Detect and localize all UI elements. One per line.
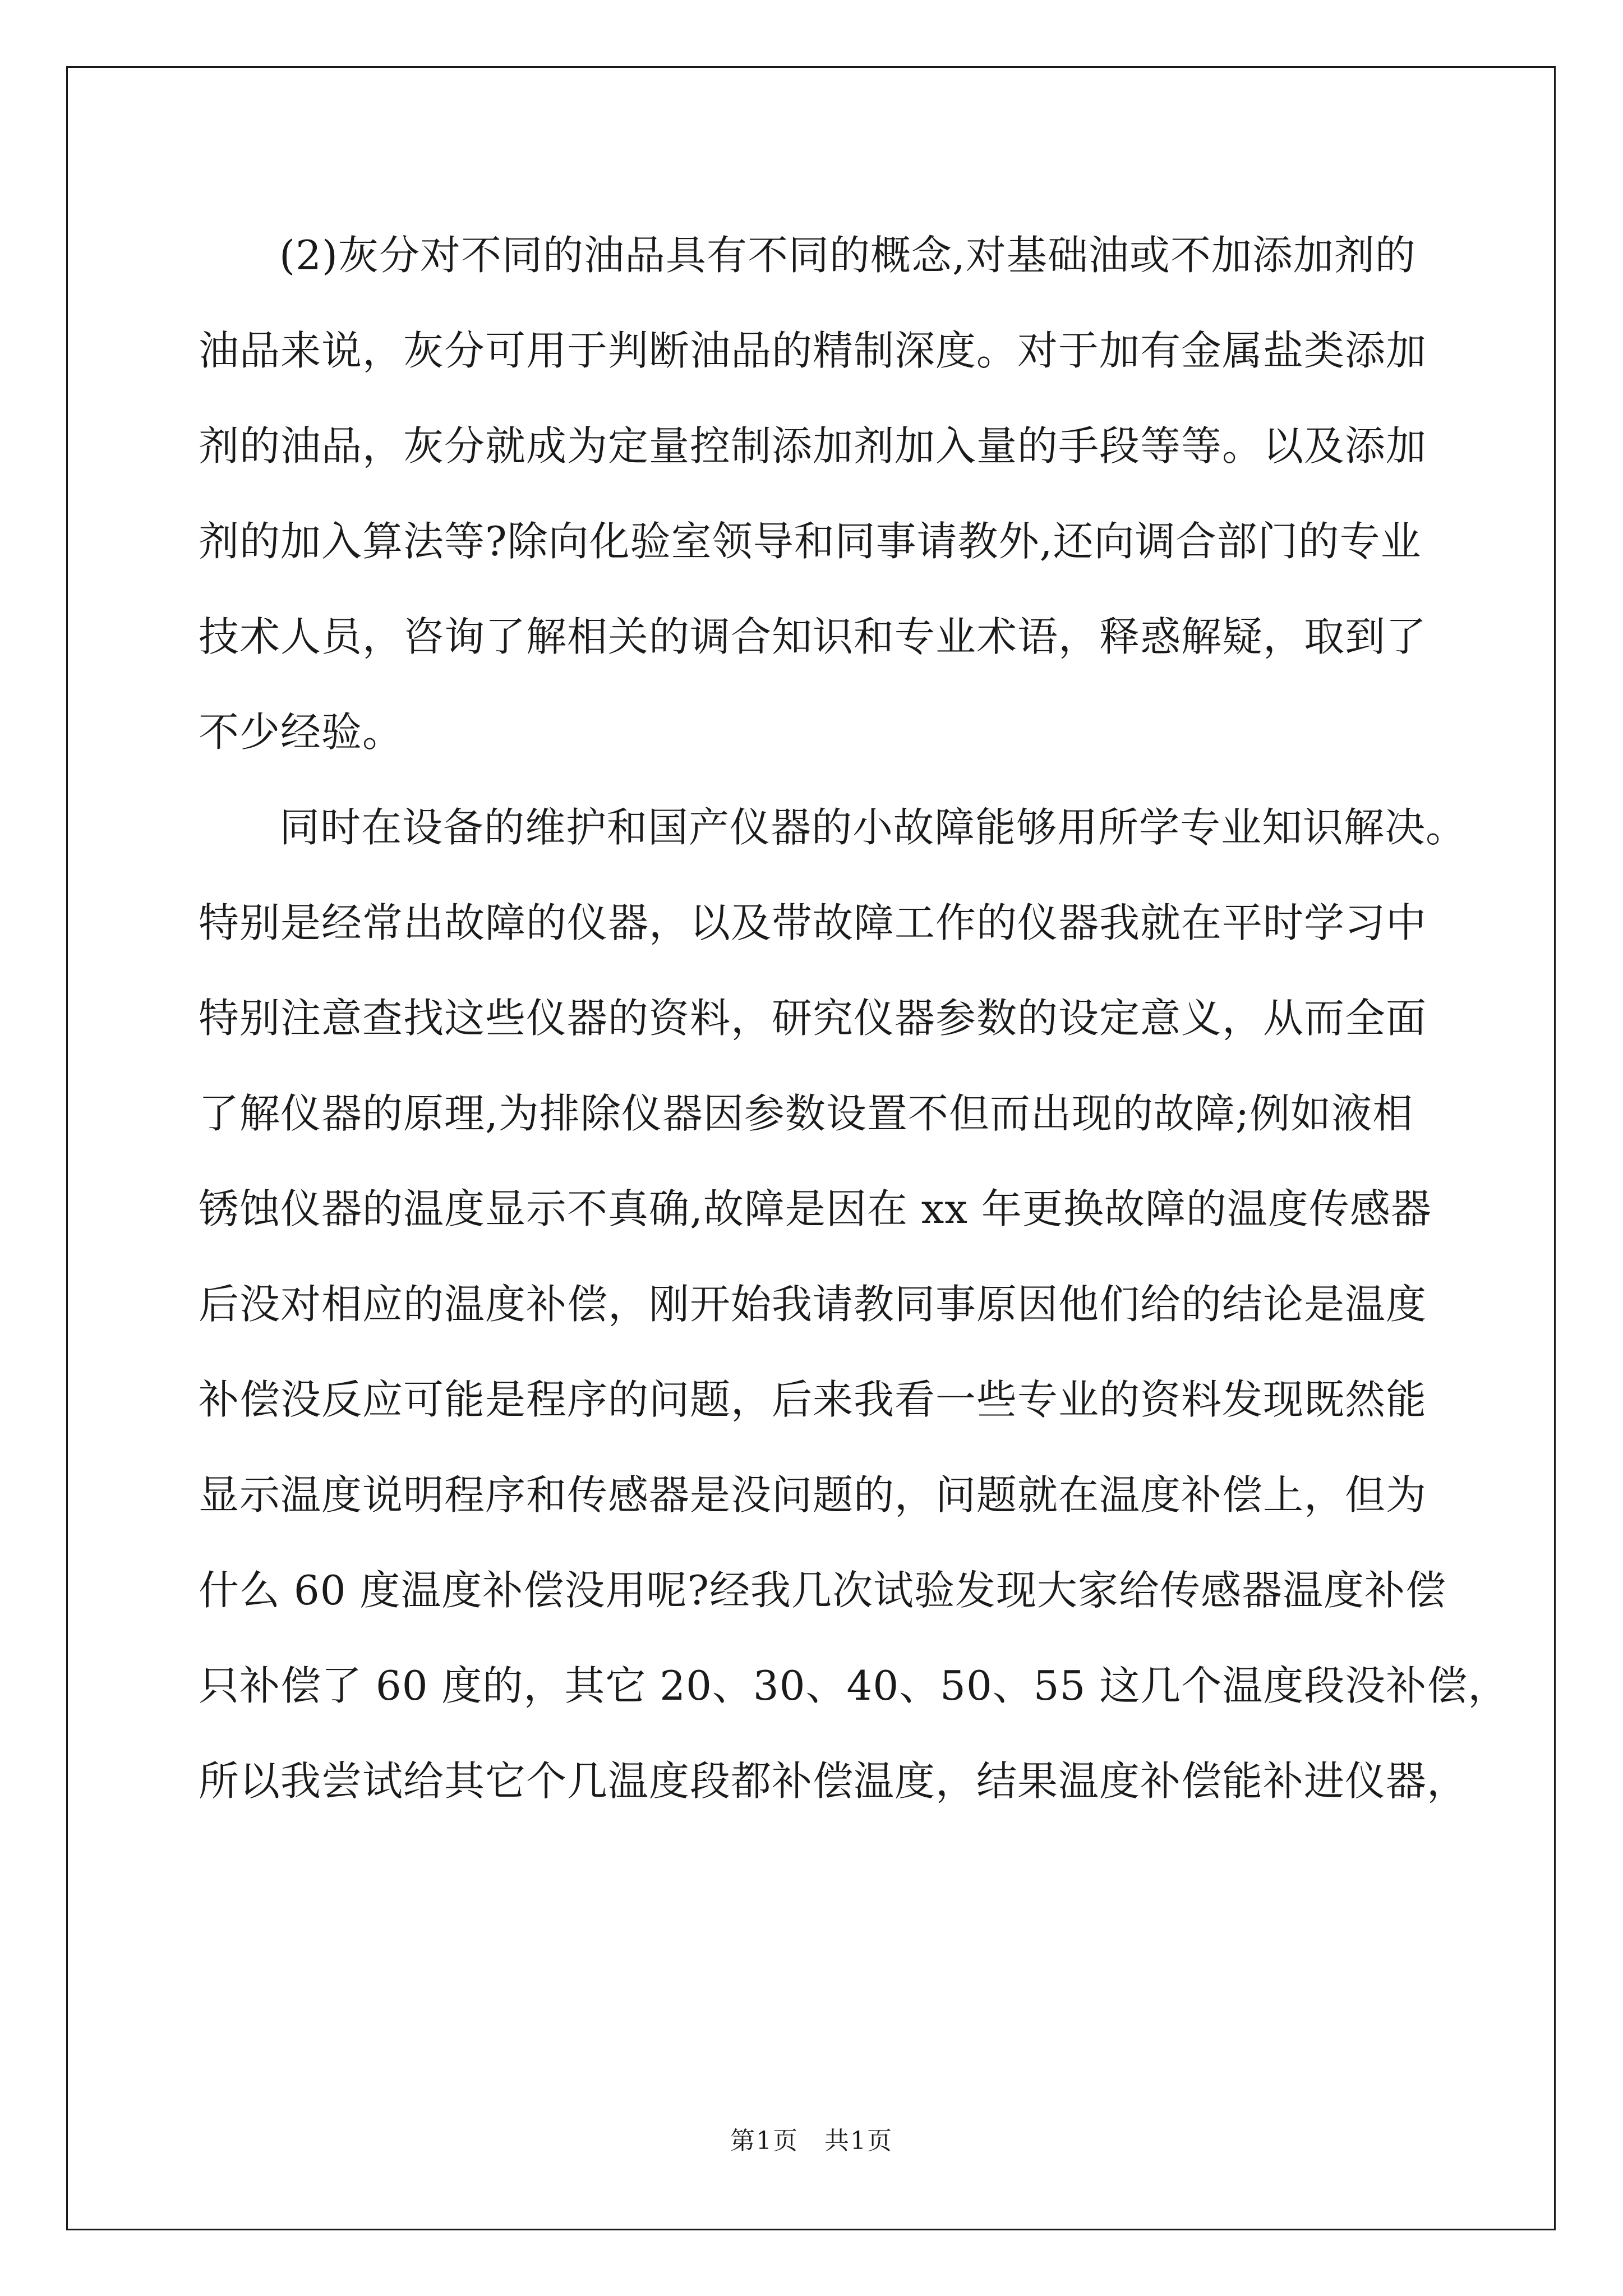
page-footer: 第1页 共1页 [730,2127,893,2155]
text-line: 技术人员，咨询了解相关的调合知识和专业术语，释惑解疑，取到了 [199,613,1427,660]
text-line: 锈蚀仪器的温度显示不真确,故障是因在 xx 年更换故障的温度传感器 [199,1185,1432,1232]
text-line: 油品来说，灰分可用于判断油品的精制深度。对于加有金属盐类添加 [199,327,1427,374]
text-line: 只补偿了 60 度的，其它 20、30、40、50、55 这几个温度段没补偿， [199,1662,1509,1709]
text-line: 了解仪器的原理,为排除仪器因参数设置不但而出现的故障;例如液相 [199,1090,1414,1137]
paragraph-2 [199,780,1509,1829]
text-line: 后没对相应的温度补偿，刚开始我请教同事原因他们给的结论是温度 [199,1281,1427,1328]
text-line: 剂的加入算法等?除向化验室领导和同事请教外,还向调合部门的专业 [199,518,1422,565]
text-line: 显示温度说明程序和传感器是没问题的，问题就在温度补偿上，但为 [199,1471,1427,1519]
text-line: (2)灰分对不同的油品具有不同的概念,对基础油或不加添加剂的 [279,232,1416,279]
document-body [199,208,1509,1829]
text-line: 特别是经常出故障的仪器，以及带故障工作的仪器我就在平时学习中 [199,899,1427,946]
text-line: 所以我尝试给其它个几温度段都补偿温度，结果温度补偿能补进仪器， [199,1757,1468,1805]
text-line: 特别注意查找这些仪器的资料，研究仪器参数的设定意义，从而全面 [199,995,1427,1042]
text-line: 不少经验。 [199,708,404,756]
text-line: 补偿没反应可能是程序的问题，后来我看一些专业的资料发现既然能 [199,1376,1427,1423]
text-line: 同时在设备的维护和国产仪器的小故障能够用所学专业知识解决。 [279,804,1467,851]
text-line: 什么 60 度温度补偿没用呢?经我几次试验发现大家给传感器温度补偿 [199,1567,1446,1614]
text-line: 剂的油品，灰分就成为定量控制添加剂加入量的手段等等。以及添加 [199,422,1427,470]
paragraph-1 [199,208,1432,780]
